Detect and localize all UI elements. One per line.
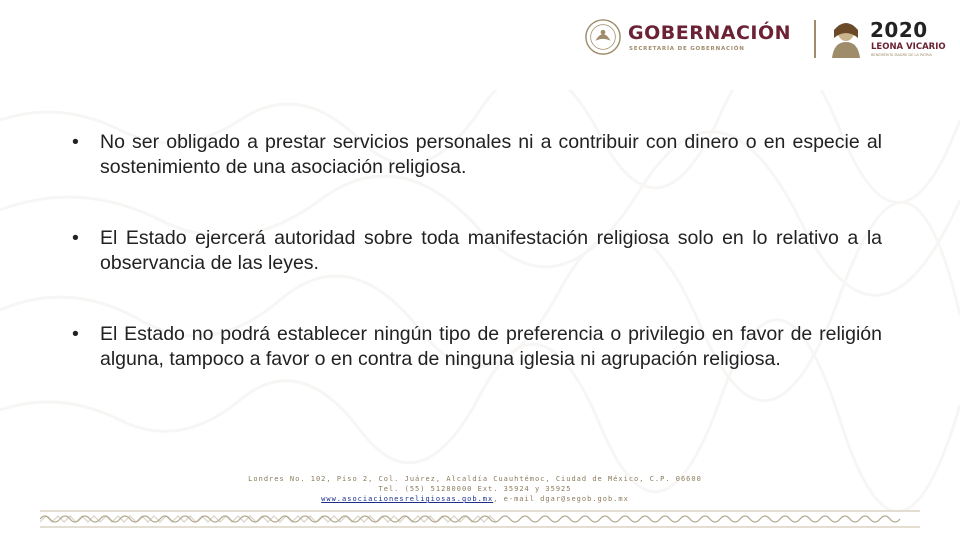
list-item (70, 226, 882, 275)
list-item (70, 130, 882, 179)
bullet-symbol: • (72, 227, 79, 249)
portrait-icon (826, 18, 866, 58)
footer-web-line (200, 494, 750, 504)
footer-phone: Tel. (55) 51280000 Ext. 35924 y 35925 (378, 485, 572, 493)
bullet-text: No ser obligado a prestar servicios personales ni a contribuir con dinero o en especie al sostenimiento de una asociación religiosa. (100, 131, 882, 178)
year-name: LEONA VICARIO (871, 42, 946, 52)
email-address[interactable]: dgar@segob.gob.mx (540, 495, 629, 503)
year-subtitle: BENEMÉRITA MADRE DE LA PATRIA (871, 53, 932, 57)
website-link[interactable]: www.asociacionesreligiosas.gob.mx (321, 495, 494, 503)
bullet-list (70, 130, 882, 418)
national-seal-icon (584, 18, 622, 56)
logo-subtitle: SECRETARÍA DE GOBERNACIÓN (629, 46, 745, 52)
bullet-symbol: • (72, 323, 79, 345)
bullet-symbol: • (72, 131, 79, 153)
list-item (70, 322, 882, 371)
logo-title: GOBERNACIÓN (628, 22, 792, 44)
bullet-text: El Estado ejercerá autoridad sobre toda manifestación religiosa solo en lo relativo a la observancia de las leyes. (100, 227, 882, 274)
footer-decorative-band (40, 510, 920, 528)
footer-address: Londres No. 102, Piso 2, Col. Juárez, Alcaldía Cuauhtémoc, Ciudad de México, C.P. 06600 (248, 475, 702, 483)
email-separator: , e-mail (493, 495, 535, 503)
header-logos (580, 16, 950, 62)
year-label: 2020 (870, 18, 928, 42)
logo-divider (814, 20, 816, 58)
footer-contact (200, 474, 750, 504)
bullet-text: El Estado no podrá establecer ningún tipo de preferencia o privilegio en favor de religión alguna, tampoco a favor o en contra de ninguna iglesia ni agrupación religiosa. (100, 323, 882, 370)
